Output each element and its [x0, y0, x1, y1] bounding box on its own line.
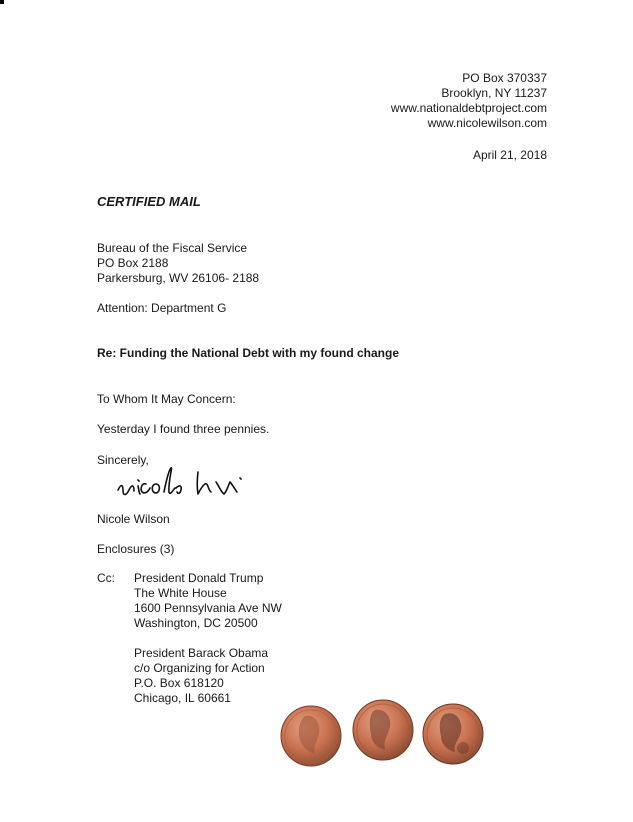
cc-line: Chicago, IL 60661 — [134, 691, 231, 705]
cc-line: c/o Organizing for Action — [134, 661, 265, 675]
recipient-address — [97, 241, 259, 286]
cc-recipient-trump — [134, 571, 282, 631]
cc-line: President Barack Obama — [134, 646, 269, 660]
signer-name: Nicole Wilson — [97, 512, 170, 526]
subject-line: Re: Funding the National Debt with my found change — [97, 346, 399, 360]
sender-city: Brooklyn, NY 11237 — [441, 86, 547, 100]
sender-website-2: www.nicolewilson.com — [427, 116, 547, 130]
enclosed-pennies — [275, 692, 495, 776]
sender-address — [391, 71, 547, 131]
handwritten-signature — [112, 464, 262, 508]
cc-line: President Donald Trump — [134, 571, 264, 585]
penny-3-icon — [423, 704, 483, 764]
cc-line: 1600 Pennsylvania Ave NW — [134, 601, 282, 615]
cc-line: The White House — [134, 586, 227, 600]
cc-line: Washington, DC 20500 — [134, 616, 258, 630]
scan-corner-mark — [0, 0, 4, 4]
letter-date: April 21, 2018 — [472, 148, 547, 162]
recipient-line-2: PO Box 2188 — [97, 256, 169, 270]
attention-line: Attention: Department G — [97, 301, 227, 315]
recipient-line-3: Parkersburg, WV 26106- 2188 — [97, 271, 260, 285]
letter-body: Yesterday I found three pennies. — [97, 422, 270, 436]
sender-website-1: www.nationaldebtproject.com — [390, 101, 547, 115]
penny-2-icon — [353, 700, 413, 760]
closing: Sincerely, — [97, 453, 149, 467]
penny-1-icon — [281, 706, 341, 766]
sender-po-box: PO Box 370337 — [462, 71, 547, 85]
cc-line: P.O. Box 618120 — [134, 676, 224, 690]
enclosures-note: Enclosures (3) — [97, 542, 175, 556]
cc-recipient-obama — [134, 646, 268, 706]
recipient-line-1: Bureau of the Fiscal Service — [97, 241, 248, 255]
certified-mail-heading: CERTIFIED MAIL — [97, 194, 201, 209]
cc-label: Cc: — [97, 571, 115, 585]
salutation: To Whom It May Concern: — [97, 392, 236, 406]
